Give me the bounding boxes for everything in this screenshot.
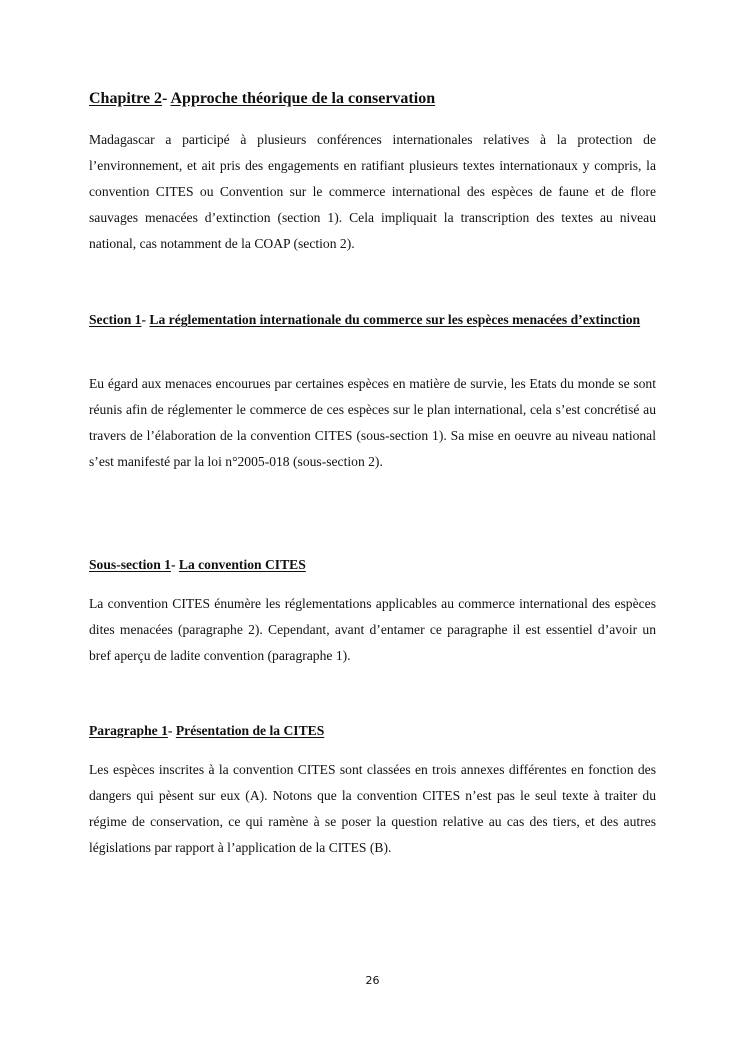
paragraph-1-separator: - bbox=[167, 723, 176, 738]
chapter-title: Approche théorique de la conservation bbox=[170, 90, 436, 107]
subsection-1-heading bbox=[89, 552, 656, 578]
subsection-1-title: La convention CITES bbox=[178, 557, 306, 572]
chapter-separator: - bbox=[162, 90, 171, 107]
subsection-1-paragraph: La convention CITES énumère les réglementations applicables au commerce international des espèces dites menacées (paragraphe 2). Cependant, avant d’entamer ce paragraphe il est essentiel d’avoir un bref aperçu de ladite convention (paragraphe 1). bbox=[89, 596, 656, 663]
paragraph-1-text: Les espèces inscrites à la convention CITES sont classées en trois annexes différentes en fonction des dangers qui pèsent sur eux (A). Notons que la convention CITES n’est pas le seul texte à traiter du régime de conservation, ce qui ramène à se poser la question relative au cas des tiers, et des autres législations par rapport à l’application de la CITES (B). bbox=[89, 762, 656, 855]
section-1-separator: - bbox=[141, 312, 150, 327]
section-1-title: La réglementation internationale du commerce sur les espèces menacées d’extinction bbox=[149, 312, 641, 327]
paragraph-1-heading bbox=[89, 718, 656, 744]
intro-paragraph: Madagascar a participé à plusieurs conférences internationales relatives à la protection de l’environnement, et ait pris des engagements en ratifiant plusieurs textes internationaux y compris, la convention CITES ou Convention sur le commerce international des espèces de faune et de flore sauvages menacées d’extinction (section 1). Cela impliquait la transcription des textes au niveau national, cas notamment de la COAP (section 2). bbox=[89, 132, 656, 251]
chapter-number: Chapitre 2 bbox=[89, 90, 163, 107]
page-number: 26 bbox=[365, 974, 380, 987]
paragraph-1-title: Présentation de la CITES bbox=[175, 723, 325, 738]
chapter-heading bbox=[89, 87, 656, 111]
section-1-label: Section 1 bbox=[89, 312, 142, 327]
subsection-1-label: Sous-section 1 bbox=[89, 557, 171, 572]
subsection-1-separator: - bbox=[170, 557, 179, 572]
section-1-paragraph: Eu égard aux menaces encourues par certaines espèces en matière de survie, les Etats du monde se sont réunis afin de réglementer le commerce de ces espèces sur le plan international, cela s’est concrétisé au travers de l’élaboration de la convention CITES (sous-section 1). Sa mise en oeuvre au niveau national s’est manifesté par la loi n°2005-018 (sous-section 2). bbox=[89, 376, 656, 469]
section-1-heading bbox=[89, 307, 656, 333]
paragraph-1-label: Paragraphe 1 bbox=[89, 723, 168, 738]
